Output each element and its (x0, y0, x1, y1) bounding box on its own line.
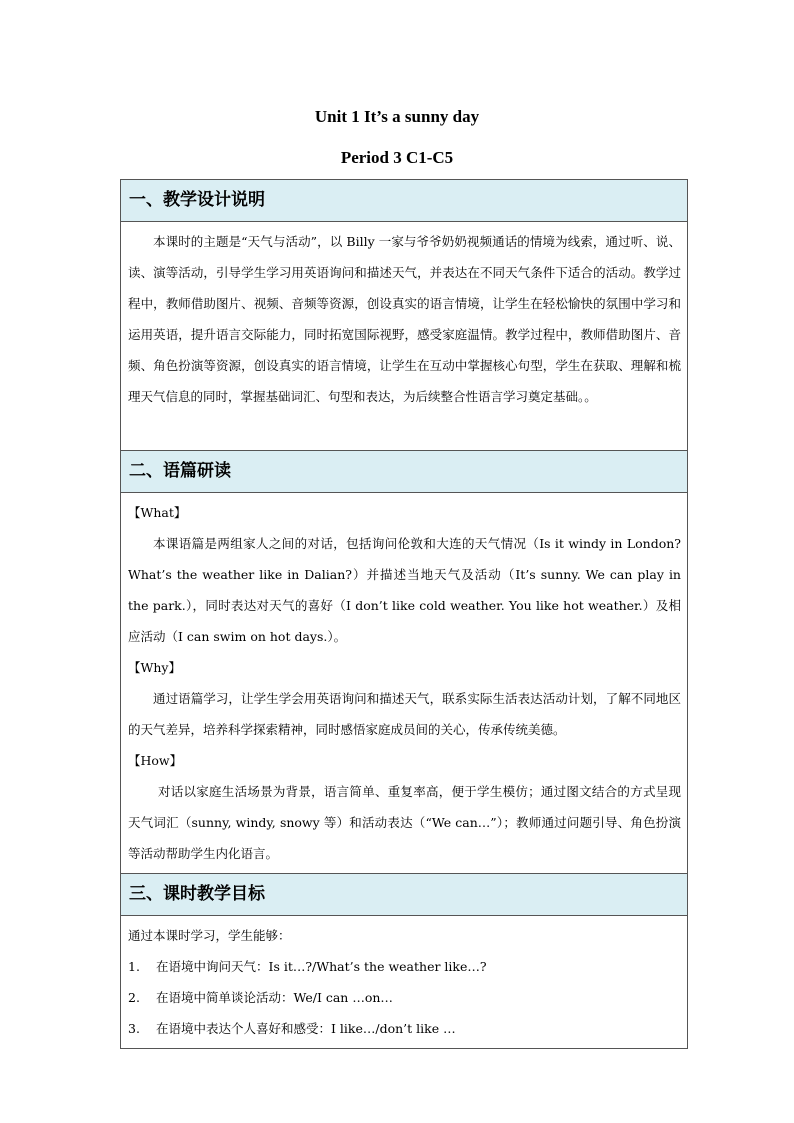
list-item (128, 982, 681, 1013)
list-item (128, 1013, 681, 1044)
list-item-number: 1. (128, 959, 140, 974)
section1-paragraph: 本课时的主题是“天气与活动”，以 Billy 一家与爷爷奶奶视频通话的情境为线索，通过听、说、读、演等活动，引导学生学习用英语询问和描述天气，并表达在不同天气条件下适合的活动。教学过程中，教师借助图片、视频、音频等资源，创设真实的语言情境，让学生在轻松愉快的氛围中学习和运用英语，提升语言交际能力，同时拓宽国际视野，感受家庭温情。教学过程中，教师借助图片、音频、角色扮演等资源，创设真实的语言情境，让学生在互动中掌握核心句型，学生在获取、理解和梳理天气信息的同时，掌握基础词汇、句型和表达，为后续整合性语言学习奠定基础。。 (128, 234, 681, 404)
list-item (128, 951, 681, 982)
section3-intro: 通过本课时学习，学生能够： (128, 928, 291, 943)
section3-body (121, 916, 688, 1049)
why-paragraph: 通过语篇学习，让学生学会用英语询问和描述天气，联系实际生活表达活动计划，了解不同地区的天气差异，培养科学探索精神，同时感悟家庭成员间的关心，传承传统美德。 (128, 691, 681, 737)
section2-body (121, 493, 688, 874)
list-item-number: 2. (128, 990, 140, 1005)
lesson-plan-table (120, 179, 688, 1049)
list-item-text: 在语境中表达个人喜好和感受：I like…/don’t like … (156, 1021, 456, 1036)
section3-header (121, 874, 688, 916)
why-tag: 【Why】 (128, 660, 181, 675)
what-tag: 【What】 (128, 505, 187, 520)
section1-header (121, 180, 688, 222)
section1-body (121, 222, 688, 451)
list-item-number: 3. (128, 1021, 140, 1036)
what-paragraph: 本课语篇是两组家人之间的对话，包括询问伦敦和大连的天气情况（Is it windy in London? What’s the weather like in Dalian?）并描述当地天气及活动（It’s sunny. We can play in the park.），同时表达对天气的喜好（I don’t like cold weather. You like hot weather.）及相应活动（I can swim on hot days.）。 (128, 536, 681, 644)
section3-heading: 三、课时教学目标 (129, 884, 265, 904)
section2-header (121, 451, 688, 493)
objectives-list (128, 951, 681, 1044)
how-paragraph: 对话以家庭生活场景为背景，语言简单、重复率高，便于学生模仿；通过图文结合的方式呈现天气词汇（sunny, windy, snowy 等）和活动表达（“We can…”）；教师通过问题引导、角色扮演等活动帮助学生内化语言。 (128, 784, 681, 861)
document-title: Unit 1 It’s a sunny day (314, 107, 480, 126)
how-tag: 【How】 (128, 753, 183, 768)
document-subtitle: Period 3 C1-C5 (340, 148, 454, 167)
list-item-text: 在语境中简单谈论活动：We/I can …on… (156, 990, 393, 1005)
section2-heading: 二、语篇研读 (129, 461, 231, 481)
section1-heading: 一、教学设计说明 (129, 190, 265, 210)
list-item-text: 在语境中询问天气：Is it…?/What’s the weather like…? (156, 959, 487, 974)
